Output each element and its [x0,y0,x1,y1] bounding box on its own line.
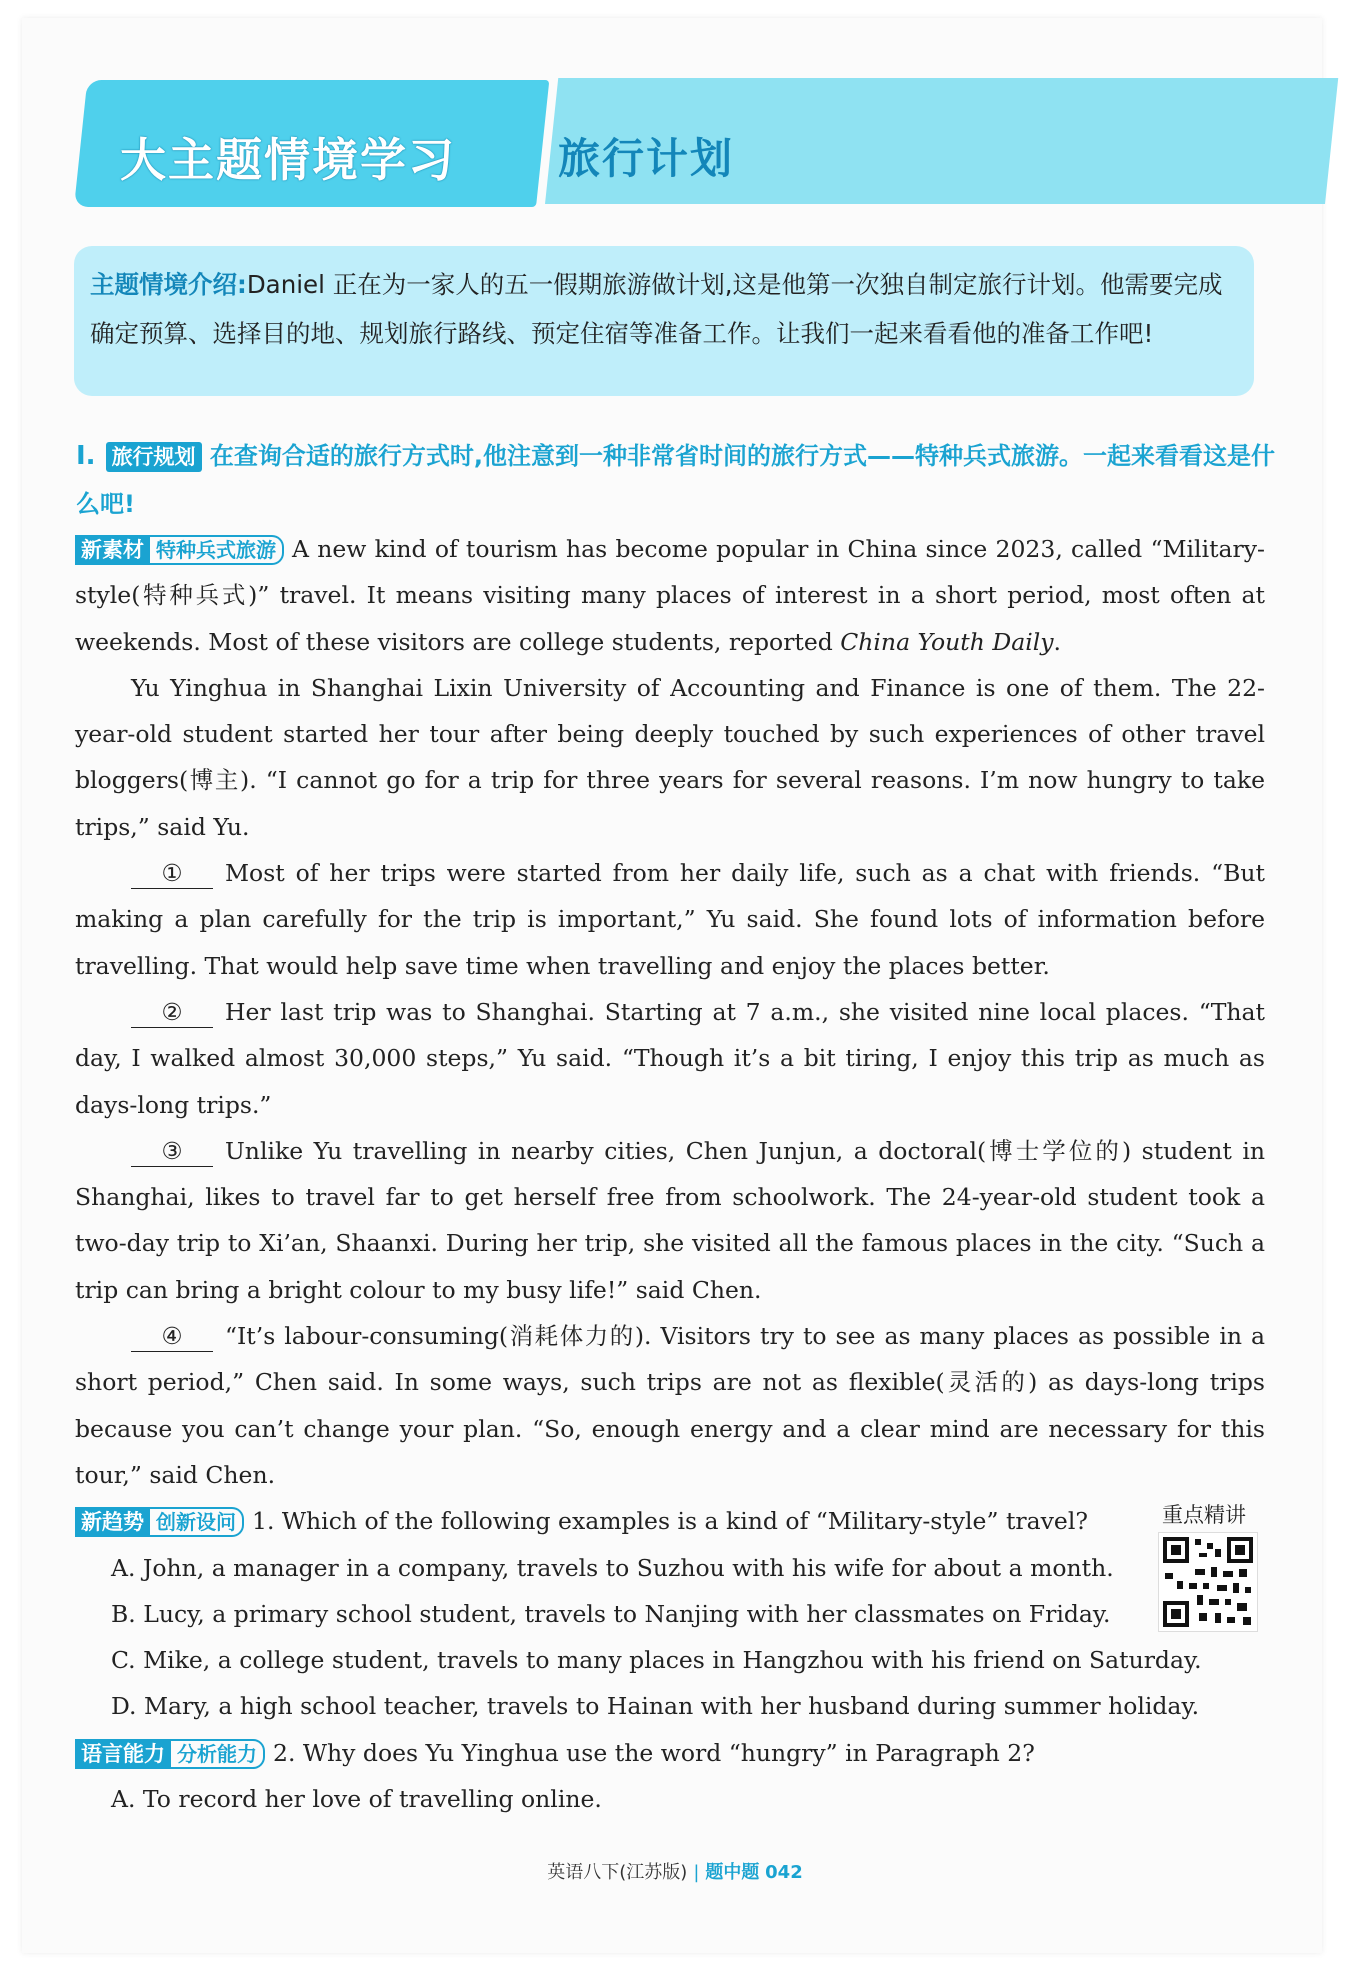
article-body [75,526,1265,1822]
intro-box [74,246,1254,396]
blank-2[interactable]: ② [131,997,213,1028]
blank-1[interactable]: ① [131,858,213,889]
topic-tag: 特种兵式旅游 [150,535,284,565]
section-heading [76,432,1276,528]
section-number: Ⅰ. [76,441,96,471]
paragraph-text: Her last trip was to Shanghai. Starting at 7 a.m., she visited nine local places. “That day, I walked almost 30,000 steps,” Yu said. “Though it’s a bit tiring, I enjoy this trip as much as days-long trips.” [75,997,1265,1119]
section-tag: 旅行规划 [106,442,202,472]
source-name: China Youth Daily [840,627,1054,656]
question-text: 1. Which of the following examples is a kind of “Military-style” travel? [252,1507,1088,1536]
article-paragraph-2: Yu Yinghua in Shanghai Lixin University of Accounting and Finance is one of them. The 22-year-old student started her tour after being deeply touched by such experiences of other travel bloggers(博主). “I cannot go for a trip for three years for several reasons. I’m now hungry to take trips,” said Yu. [75,673,1265,841]
question-1 [75,1498,1265,1544]
innovation-tag: 创新设问 [150,1507,244,1537]
article-paragraph-3 [75,850,1265,989]
page-footer: 英语八下(江苏版) | 题中题 042 [547,1862,803,1883]
page-number: 042 [765,1862,803,1883]
analysis-tag: 分析能力 [171,1739,265,1769]
page-title: 大主题情境学习 [120,133,456,187]
trend-tag: 新趋势 [75,1507,150,1537]
qr-code-icon [1159,1533,1257,1631]
blank-3[interactable]: ③ [131,1136,213,1167]
language-tag: 语言能力 [75,1739,171,1769]
paragraph-text: Unlike Yu travelling in nearby cities, Chen Junjun, a doctoral(博士学位的) student in Shanghai, likes to travel far to get herself free from schoolwork. The 24-year-old student took a two-day trip to Xi’an, Shaanxi. During her trip, she visited all the famous places in the city. “Such a trip can bring a bright colour to my busy life!” said Chen. [75,1136,1265,1304]
article-paragraph-4 [75,989,1265,1128]
intro-lead: 主题情境介绍: [90,270,247,299]
qr-code[interactable] [1158,1532,1258,1632]
article-paragraph-5 [75,1128,1265,1313]
q1-option-b[interactable]: B. Lucy, a primary school student, travels to Nanjing with her classmates on Friday. [111,1599,1111,1628]
q1-option-a[interactable]: A. John, a manager in a company, travels to Suzhou with his wife for about a month. [111,1553,1114,1582]
section-text: 在查询合适的旅行方式时,他注意到一种非常省时间的旅行方式——特种兵式旅游。一起来看看这是什么吧! [76,442,1276,518]
paragraph-text: Most of her trips were started from her daily life, such as a chat with friends. “But making a plan carefully for the trip is important,” Yu said. She found lots of information before travelling. That would help save time when travelling and enjoy the places better. [75,859,1265,980]
q2-option-a[interactable]: A. To record her love of travelling online. [111,1785,602,1814]
paragraph-text: “It’s labour-consuming(消耗体力的). Visitors try to see as many places as possible in a short period,” Chen said. In some ways, such trips are not as flexible(灵活的) as days-long trips because you can’t change your plan. “So, enough energy and a clear mind are necessary for this tour,” said Chen. [75,1322,1265,1489]
question-text: 2. Why does Yu Yinghua use the word “hungry” in Paragraph 2? [273,1738,1035,1767]
q1-option-d[interactable]: D. Mary, a high school teacher, travels to Hainan with her husband during summer holiday. [111,1692,1200,1721]
intro-text: Daniel 正在为一家人的五一假期旅游做计划,这是他第一次独自制定旅行计划。他需要完成确定预算、选择目的地、规划旅行路线、预定住宿等准备工作。让我们一起来看看他的准备工作吧! [90,270,1223,348]
q1-option-c[interactable]: C. Mike, a college student, travels to many places in Hangzhou with his friend on Saturday. [111,1646,1202,1675]
new-material-tag: 新素材 [75,535,150,565]
article-paragraph-6 [75,1313,1265,1498]
paragraph-text: A new kind of tourism has become popular in China since 2023, called “Military-style(特种兵式)” travel. It means visiting many places of interest in a short period, most often at weekends. Most of these visitors are college students, reported [75,535,1265,656]
blank-4[interactable]: ④ [131,1321,213,1352]
page-subtitle: 旅行计划 [558,134,735,183]
book-name: 英语八下(江苏版) [547,1862,688,1883]
qr-label: 重点精讲 [1162,1503,1246,1527]
paragraph-end: . [1053,627,1061,656]
article-paragraph-1 [75,526,1265,665]
question-2 [75,1730,1265,1776]
brand-name: 题中题 [705,1862,760,1883]
intro-paragraph [74,246,1254,358]
